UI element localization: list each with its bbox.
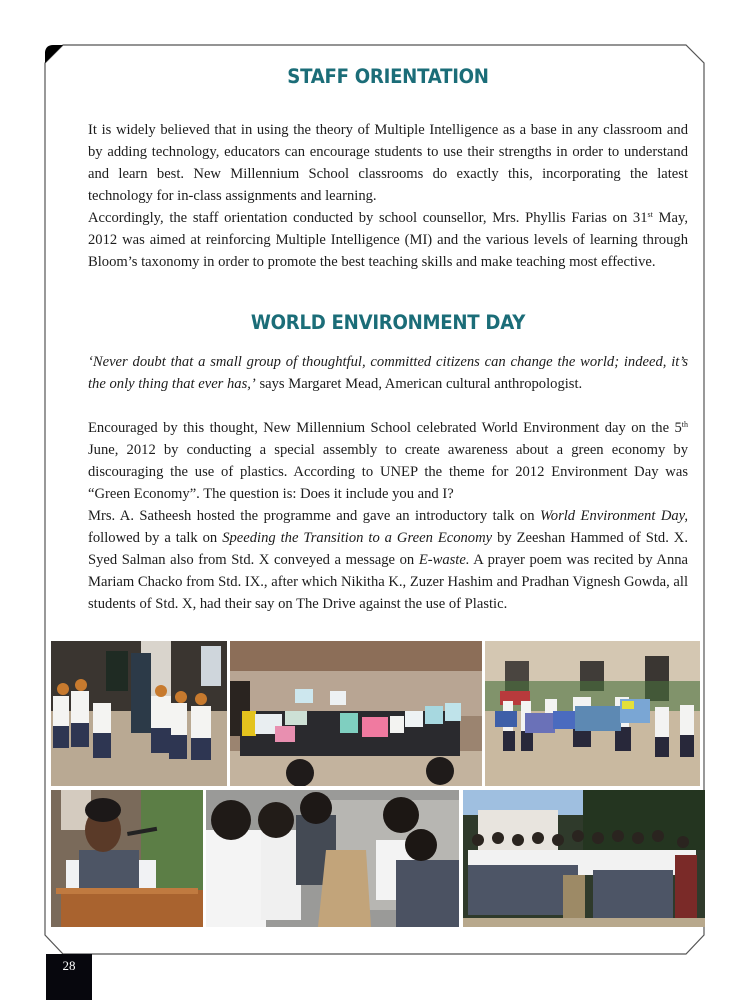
corner-tab-icon bbox=[45, 45, 63, 63]
staff-orientation-paragraph-1: It is widely believed that in using the theory of Multiple Intelligence as a base in any classroom and by adding technology, educators can encourage students to use their strengths in order to understand and learn best. New Millennium School classrooms do exactly this, incorporating the latest technology for in-class assignments and learning. bbox=[88, 122, 688, 204]
photo-students-with-posters bbox=[485, 641, 700, 786]
environment-day-paragraph-1: Encouraged by this thought, New Millennium School celebrated World Environment day on the 5th June, 2012 by conducting a special assembly to create awareness about a green economy by discouraging the use of plastics. According to UNEP the theme for 2012 Environment Day was “Green Economy”. The question is: Does it include you and I? bbox=[88, 420, 688, 502]
margaret-mead-quote-paragraph: ‘Never doubt that a small group of thoughtful, committed citizens can change the world; indeed, it’s the only thing that ever has,’ says Margaret Mead, American cultural anthropologist. bbox=[88, 354, 688, 392]
section-heading-world-environment-day: WORLD ENVIRONMENT DAY bbox=[250, 311, 526, 334]
photo-girl-at-podium bbox=[51, 790, 203, 927]
photo-boys-with-leaf-hats bbox=[51, 641, 227, 786]
photo-group-of-students bbox=[463, 790, 705, 927]
staff-orientation-paragraph-2: Accordingly, the staff orientation conducted by school counsellor, Mrs. Phyllis Farias on 31st May, 2012 was aimed at reinforcing Multiple Intelligence (MI) and the various levels of learning through Bloom’s taxonomy in order to promote the best teaching skills and make teaching most effective. bbox=[88, 210, 688, 270]
page-number-box bbox=[46, 954, 92, 1000]
photo-students-with-jute-bag bbox=[206, 790, 459, 927]
environment-day-paragraph-2: Mrs. A. Satheesh hosted the programme and gave an introductory talk on World Environment Day, followed by a talk on Speeding the Transition to a Green Economy by Zeeshan Hammed of Std. X. Syed Salman also from Std. X conveyed a message on E-waste. A prayer poem was recited by Anna Mariam Chacko from Std. IX., after which Nikitha K., Zuzer Hashim and Pradhan Vignesh Gowda, all students of Std. X, had their say on The Drive against the use of Plastic. bbox=[88, 508, 689, 612]
section-heading-staff-orientation: STAFF ORIENTATION bbox=[287, 65, 489, 88]
page-number: 28 bbox=[62, 958, 76, 973]
photo-students-with-placards bbox=[230, 641, 482, 786]
